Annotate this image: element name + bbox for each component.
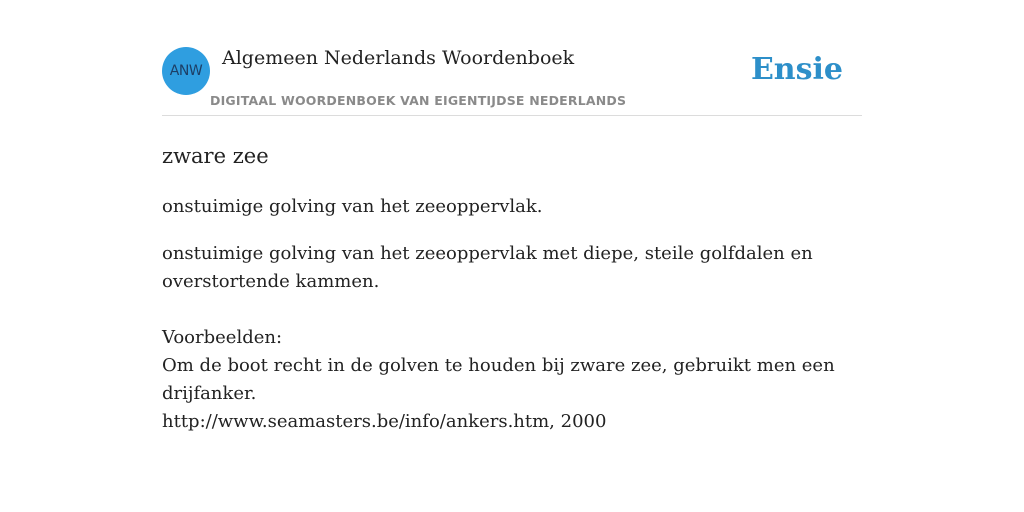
long-definition: onstuimige golving van het zeeoppervlak met diepe, steile golfdalen en overstortende kammen. <box>162 243 813 292</box>
header <box>162 40 862 116</box>
site-title[interactable]: Algemeen Nederlands Woordenboek <box>222 47 575 69</box>
short-definition: onstuimige golving van het zeeoppervlak. <box>162 196 543 217</box>
anw-logo[interactable]: ANW <box>162 47 210 95</box>
headword: zware zee <box>162 144 269 168</box>
example-text: Om de boot recht in de golven te houden bij zware zee, gebruikt men een drijfanker. <box>162 355 835 404</box>
examples-section <box>162 324 862 436</box>
site-subtitle: DIGITAAL WOORDENBOEK VAN EIGENTIJDSE NEDERLANDS <box>210 93 627 108</box>
examples-label: Voorbeelden: <box>162 327 283 348</box>
definition-card <box>162 40 862 436</box>
ensie-brand-logo[interactable]: Ensie <box>750 52 843 87</box>
example-source: http://www.seamasters.be/info/ankers.htm, 2000 <box>162 411 607 432</box>
